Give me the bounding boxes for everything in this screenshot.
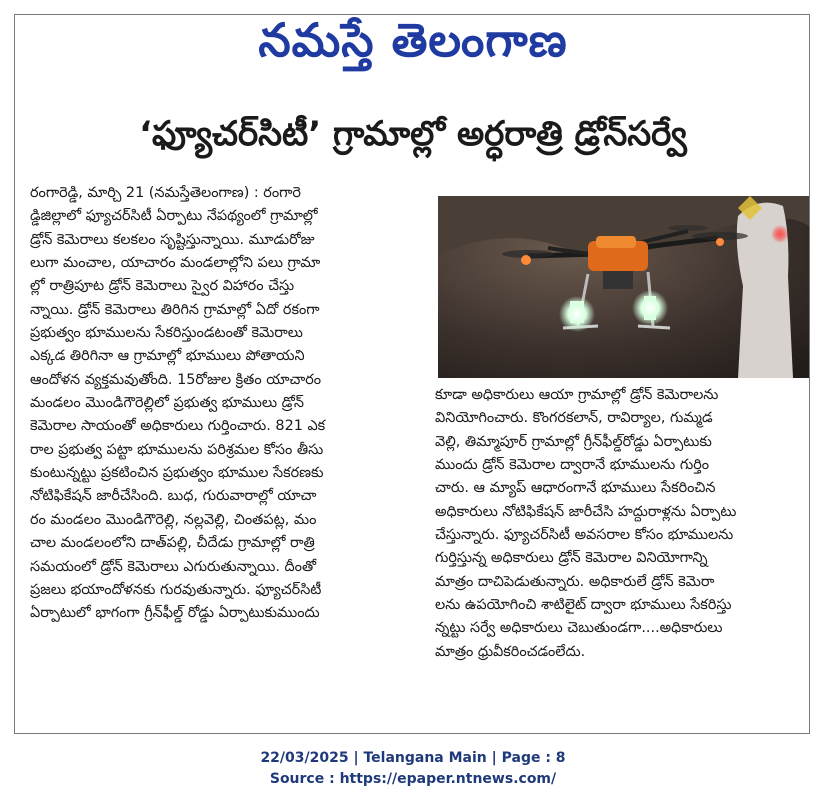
article-line: చారు. ఆ మ్యాప్ ఆధారంగానే భూములు సేకరించిన (435, 480, 716, 497)
article-line: కుంటున్నట్టు ప్రకటించిన ప్రభుత్వం భూముల సేకరణకు (30, 465, 324, 482)
article-line: ల్లో రాత్రిపూట డ్రోన్ కెమెరాలు స్వైర విహారం చేస్తు (30, 278, 295, 295)
article-line: వినియోగించారు. కొంగరకలాన్, రావిర్యాల, గుమ్మడ (435, 410, 713, 427)
article-line: రంగారెడ్డి, మార్చి 21 (నమస్తేతెలంగాణ) : రంగారె (30, 185, 301, 201)
article-line: ఎక్కడ తిరిగినా ఆ గ్రామాల్లో భూములు పోతాయని (30, 348, 305, 365)
article-line: రం మండలం మొండిగౌరెల్లి, నల్లవెల్లి, చింతపట్ల, మం (30, 511, 317, 528)
page-footer (0, 748, 826, 790)
article-line: రాల ప్రభుత్వ పట్టా భూములను పరిశ్రమల కోసం తీసు (30, 441, 324, 458)
footer-date-line: 22/03/2025 | Telangana Main | Page : 8 (260, 750, 566, 766)
article-line: ఏర్పాటులో భాగంగా గ్రీన్‌ఫీల్డ్ రోడ్డు ఏర్పాటుకుముందు (30, 605, 320, 622)
article-line: మండలం మొండిగౌరెల్లిలో ప్రభుత్వ భూములు డ్రోన్ (30, 395, 304, 412)
article-line: ముందు డ్రోన్ కెమెరాల ద్వారానే భూములను గుర్తిం (435, 457, 710, 474)
article-line: లుగా మంచాల, యాచారం మండలాల్లోని పలు గ్రామా (30, 255, 321, 272)
article-line: న్నాయి. డ్రోన్ కెమెరాలు తిరిగిన గ్రామాల్లో ఏదో రకంగా (30, 301, 320, 318)
article-line: ప్రభుత్వం భూములను సేకరిస్తుండటంతో కెమెరాలు (30, 325, 303, 342)
article-line: డ్రోన్ కెమెరాలు కలకలం సృష్టిస్తున్నాయి. మూడురోజు (30, 231, 315, 248)
article-line: కూడా అధికారులు ఆయా గ్రామాల్లో డ్రోన్ కెమెరాలను (435, 387, 719, 403)
article-line: మాత్రం దాచిపెడుతున్నారు. అధికారులే డ్రోన్ కెమెరా (435, 573, 715, 590)
article-line: చాల మండలంలోని దాత్‌పల్లి, చీదేడు గ్రామాల్లో రాత్రి (30, 535, 315, 552)
article-line: వెల్లి, తిమ్మాపూర్ గ్రామాల్లో గ్రీన్‌ఫీల్డ్‌రోడ్డు ఏర్పాటుకు (435, 433, 712, 450)
footer-source-line[interactable]: Source : https://epaper.ntnews.com/ (269, 771, 557, 787)
article-line: గుర్తిస్తున్న అధికారులు డ్రోన్ కెమెరాల వినియోగాన్ని (435, 550, 708, 567)
newspaper-masthead: నమస్తే తెలంగాణ (258, 13, 568, 67)
article-line: న్నట్టు సర్వే అధికారులు చెబుతుండగా....అధికారులు (435, 620, 723, 637)
article-line: డ్డిజిల్లాలో ఫ్యూచర్‌సిటీ ఏర్పాటు నేపథ్యంలో గ్రామాల్లో (30, 208, 318, 225)
article-line: ప్రజలు భయాందోళనకు గురవుతున్నారు. ఫ్యూచర్‌సిటీ (30, 581, 322, 598)
article-line: నోటిఫికేషన్ జారీచేసింది. బుధ, గురువారాల్లో యాచా (30, 488, 317, 505)
article-headline: ‘ఫ్యూచర్‌సిటీ’ గ్రామాల్లో అర్ధరాత్రి డ్రోన్‌సర్వే (139, 114, 687, 154)
drone-illustration (438, 196, 809, 378)
article-line: ఆందోళన వ్యక్తమవుతోంది. 15రోజుల క్రితం యాచారం (30, 371, 322, 388)
drone-photo (438, 196, 809, 378)
article-column-right (435, 384, 807, 664)
article-line: సమయంలో డ్రోన్ కెమెరాలు ఎగురుతున్నాయి. దీంతో (30, 558, 317, 575)
article-line: చేస్తున్నారు. ఫ్యూచర్‌సిటీ అవసరాల కోసం భూములను (435, 527, 734, 544)
article-column-left (30, 182, 424, 626)
article-line: అధికారులు నోటిఫికేషన్ జారీచేసి హద్దురాళ్లను ఏర్పాటు (435, 503, 737, 520)
article-line: కెమెరాల సాయంతో అధికారులు గుర్తించారు. 821 ఎక (30, 418, 326, 435)
article-line: లను ఉపయోగించి శాటిలైట్ ద్వారా భూములు సేకరిస్తు (435, 597, 732, 614)
article-line: మాత్రం ధ్రువీకరించడంలేదు. (435, 643, 586, 660)
